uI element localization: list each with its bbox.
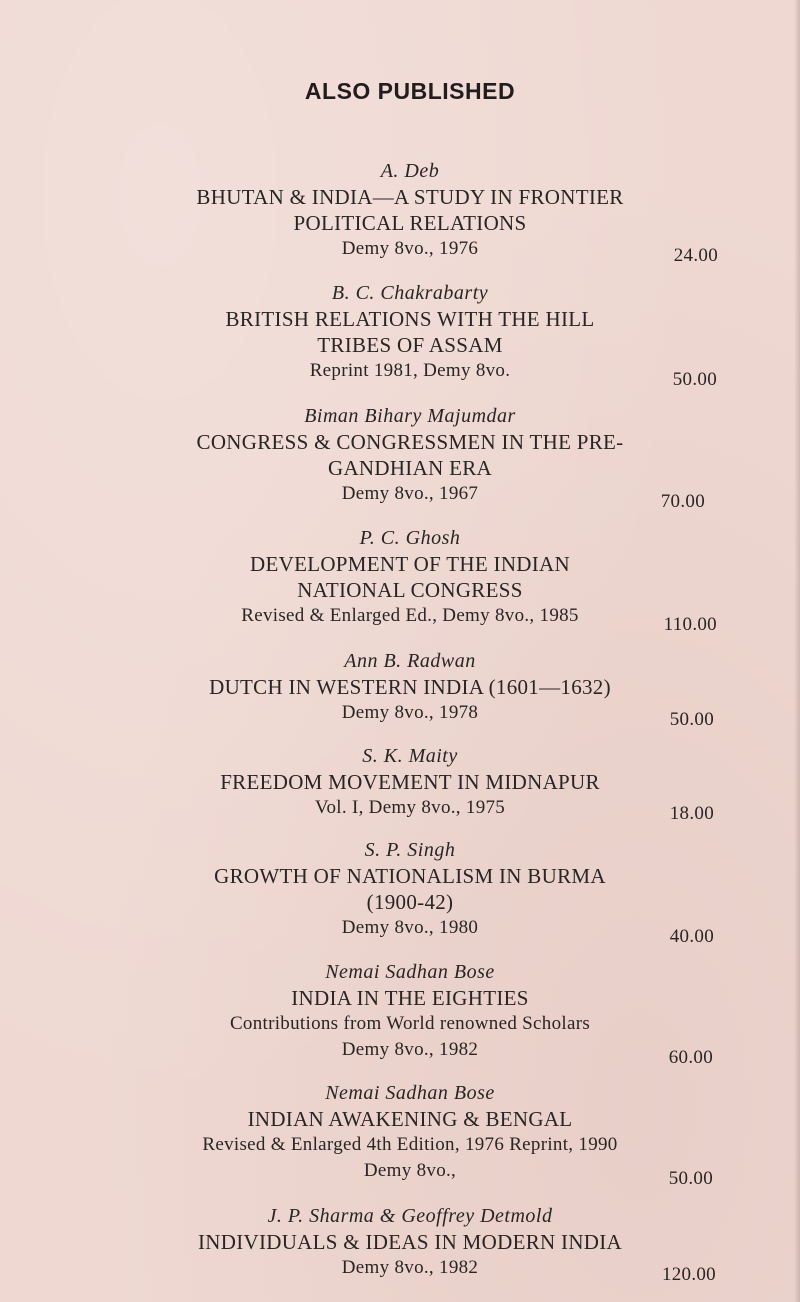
page-heading: ALSO PUBLISHED <box>304 78 516 104</box>
book-title-line: POLITICAL RELATIONS <box>293 211 527 235</box>
book-price: 110.00 <box>663 614 717 635</box>
book-details: Contributions from World renowned Scholars <box>229 1013 591 1034</box>
book-title-line: INDIA IN THE EIGHTIES <box>291 986 529 1010</box>
book-details: Demy 8vo., 1967 <box>341 483 479 504</box>
book-author: Nemai Sadhan Bose <box>325 1082 495 1104</box>
book-author: Nemai Sadhan Bose <box>325 961 495 983</box>
book-title-line: FREEDOM MOVEMENT IN MIDNAPUR <box>220 770 600 794</box>
book-title-line: INDIAN AWAKENING & BENGAL <box>247 1107 573 1131</box>
book-details: Revised & Enlarged 4th Edition, 1976 Reprint, 1990 <box>202 1134 618 1155</box>
book-details: Demy 8vo., 1982 <box>341 1257 479 1278</box>
book-price: 40.00 <box>669 926 714 947</box>
book-title-line: DUTCH IN WESTERN INDIA (1601—1632) <box>209 675 611 699</box>
book-author: J. P. Sharma & Geoffrey Detmold <box>267 1205 553 1227</box>
book-price: 24.00 <box>673 245 718 266</box>
book-author: S. K. Maity <box>362 745 458 767</box>
book-details: Demy 8vo., <box>363 1160 457 1181</box>
book-title-line: GROWTH OF NATIONALISM IN BURMA <box>214 864 606 888</box>
book-price: 70.00 <box>660 491 705 512</box>
book-details: Demy 8vo., 1982 <box>341 1039 479 1060</box>
book-price: 50.00 <box>672 369 717 390</box>
book-author: P. C. Ghosh <box>359 527 461 549</box>
book-author: B. C. Chakrabarty <box>331 282 489 304</box>
book-price: 60.00 <box>668 1047 713 1068</box>
book-price: 50.00 <box>669 709 714 730</box>
book-details: Reprint 1981, Demy 8vo. <box>309 360 511 381</box>
book-title-line: CONGRESS & CONGRESSMEN IN THE PRE- <box>196 430 624 454</box>
book-details: Vol. I, Demy 8vo., 1975 <box>314 797 506 818</box>
book-price: 18.00 <box>669 803 714 824</box>
book-title-line: TRIBES OF ASSAM <box>317 333 503 357</box>
book-price: 120.00 <box>661 1264 716 1285</box>
book-title-line: DEVELOPMENT OF THE INDIAN <box>250 552 570 576</box>
book-title-line: NATIONAL CONGRESS <box>297 578 523 602</box>
book-title-line: BHUTAN & INDIA—A STUDY IN FRONTIER <box>196 185 624 209</box>
book-author: S. P. Singh <box>364 839 456 861</box>
book-details: Revised & Enlarged Ed., Demy 8vo., 1985 <box>241 605 579 626</box>
book-title-line: INDIVIDUALS & IDEAS IN MODERN INDIA <box>197 1230 623 1254</box>
book-details: Demy 8vo., 1978 <box>341 702 479 723</box>
book-title-line: BRITISH RELATIONS WITH THE HILL <box>225 307 595 331</box>
book-author: Ann B. Radwan <box>344 650 476 672</box>
book-price: 50.00 <box>668 1168 713 1189</box>
book-details: Demy 8vo., 1976 <box>341 238 479 259</box>
book-title-line: GANDHIAN ERA <box>327 456 492 480</box>
book-details: Demy 8vo., 1980 <box>341 917 479 938</box>
book-author: A. Deb <box>380 160 440 182</box>
book-title-line: (1900-42) <box>366 890 454 914</box>
book-author: Biman Bihary Majumdar <box>304 405 516 427</box>
